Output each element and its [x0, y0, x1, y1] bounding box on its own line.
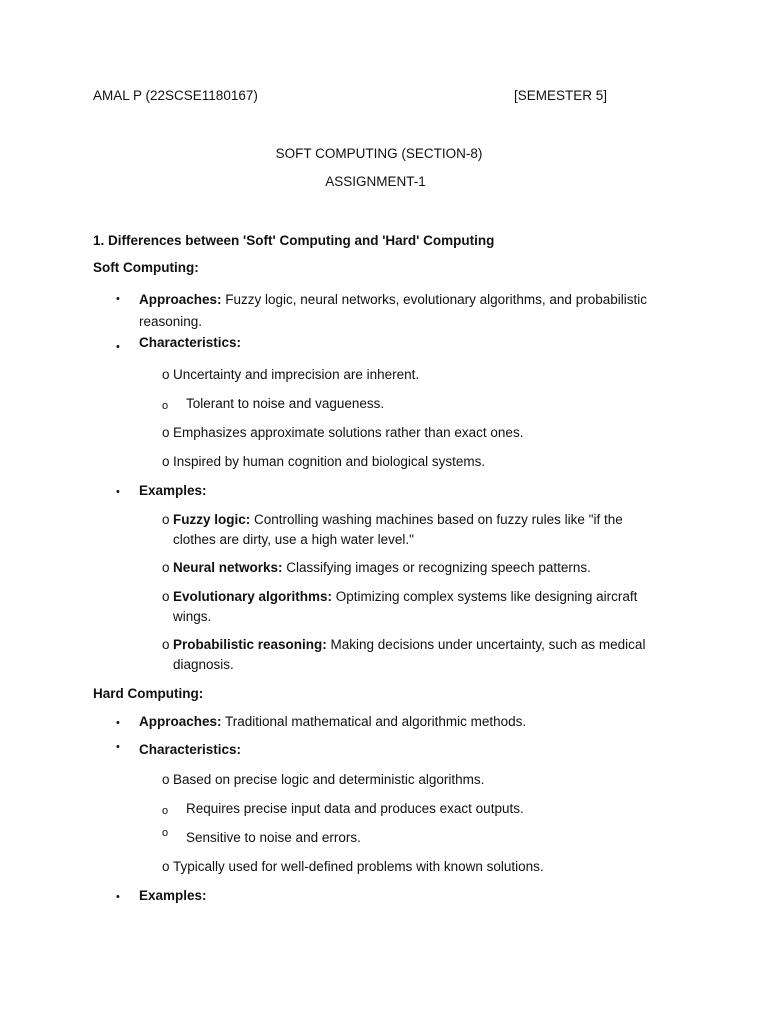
sub-bullet-icon: o [162, 425, 170, 440]
bullet-icon: • [116, 486, 120, 498]
sub-bullet-icon: o [162, 560, 170, 575]
bullet-icon: • [116, 891, 120, 903]
semester-label: [SEMESTER 5] [514, 88, 608, 103]
sub-bullet-icon: o [162, 637, 170, 652]
hard-approaches: Approaches: Traditional mathematical and algorithmic methods. [139, 714, 527, 729]
assignment-title: ASSIGNMENT-1 [325, 174, 426, 189]
sub-bullet-icon: o [162, 512, 170, 527]
soft-characteristic-item: Uncertainty and imprecision are inherent. [173, 367, 420, 382]
soft-characteristic-item: Inspired by human cognition and biological systems. [173, 454, 486, 469]
soft-approaches: Approaches: Fuzzy logic, neural networks, evolutionary algorithms, and probabilistic reasoning. [139, 292, 647, 329]
bullet-icon: • [116, 293, 120, 305]
hard-characteristic-item: Typically used for well-defined problems with known solutions. [173, 859, 544, 874]
sub-bullet-icon: o [162, 772, 170, 787]
hard-characteristic-item: Sensitive to noise and errors. [186, 830, 361, 845]
student-id: AMAL P (22SCSE1180167) [93, 88, 258, 103]
sub-bullet-icon: o [162, 400, 169, 412]
hard-characteristics-label: Characteristics: [139, 742, 242, 757]
soft-example-item: Fuzzy logic: Controlling washing machines based on fuzzy rules like "if the clothes are dirty, use a high water level." [173, 512, 623, 547]
bullet-icon: • [116, 341, 120, 353]
hard-characteristic-item: Based on precise logic and deterministic algorithms. [173, 772, 485, 787]
soft-example-item: Evolutionary algorithms: Optimizing complex systems like designing aircraft wings. [173, 589, 638, 624]
soft-characteristic-item: Tolerant to noise and vagueness. [186, 396, 385, 411]
soft-characteristics-label: Characteristics: [139, 335, 242, 350]
hard-characteristic-item: Requires precise input data and produces exact outputs. [186, 801, 524, 816]
bullet-icon: • [116, 717, 120, 729]
sub-bullet-icon: o [162, 827, 169, 839]
sub-bullet-icon: o [162, 454, 170, 469]
course-title: SOFT COMPUTING (SECTION-8) [275, 146, 483, 161]
sub-bullet-icon: o [162, 859, 170, 874]
soft-examples-label: Examples: [139, 483, 207, 498]
bullet-icon: • [116, 741, 120, 753]
sub-bullet-icon: o [162, 367, 170, 382]
soft-computing-heading: Soft Computing: [93, 260, 199, 275]
hard-computing-heading: Hard Computing: [93, 686, 204, 701]
sub-bullet-icon: o [162, 805, 169, 817]
sub-bullet-icon: o [162, 589, 170, 604]
question-heading: 1. Differences between 'Soft' Computing and 'Hard' Computing [93, 233, 495, 248]
hard-examples-label: Examples: [139, 888, 207, 903]
soft-characteristic-item: Emphasizes approximate solutions rather than exact ones. [173, 425, 524, 440]
soft-example-item: Probabilistic reasoning: Making decisions under uncertainty, such as medical diagnosis. [173, 637, 646, 672]
soft-example-item: Neural networks: Classifying images or recognizing speech patterns. [173, 560, 591, 575]
